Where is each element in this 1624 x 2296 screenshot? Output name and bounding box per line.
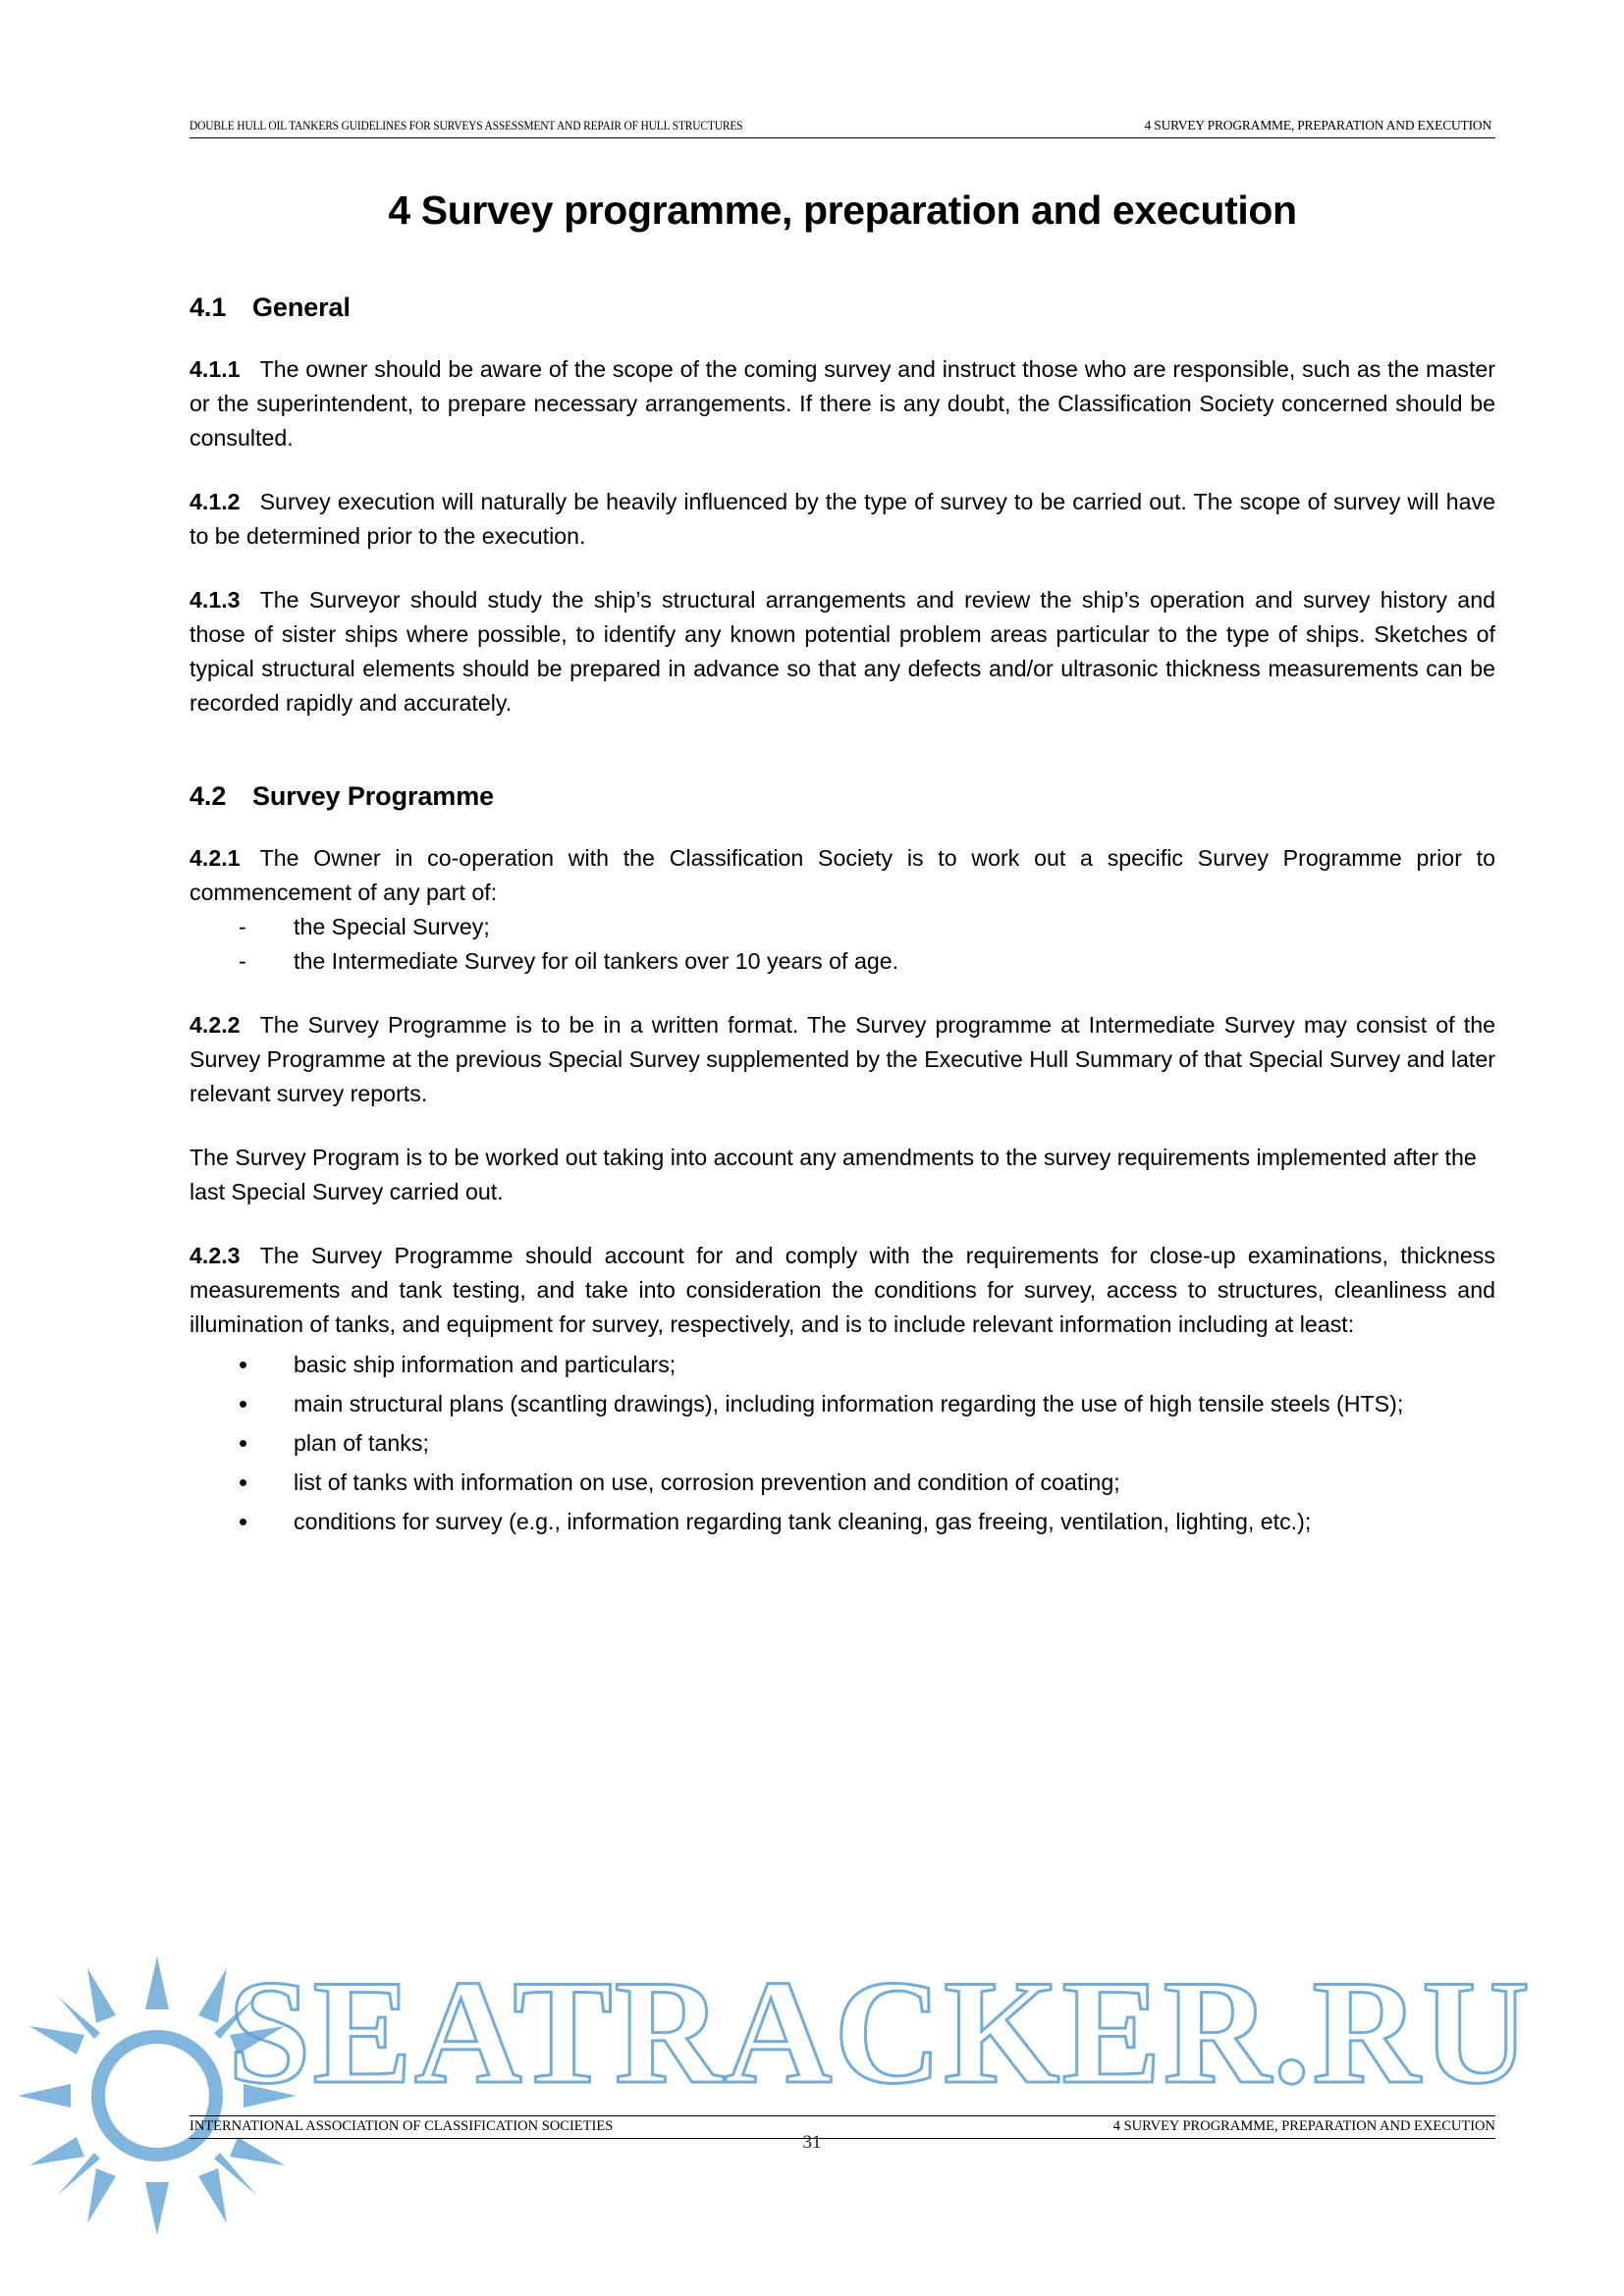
running-header-right: 4 SURVEY PROGRAMME, PREPARATION AND EXECUTION [1144, 118, 1491, 133]
paragraph-4-2-3 [189, 1239, 1495, 1342]
list-item-label: main structural plans (scantling drawings), including information regarding the use of high tensile steels (HTS); [294, 1391, 1404, 1416]
bullet-list [189, 1346, 1495, 1540]
paragraph-number-4-2-2: 4.2.2 [189, 1012, 241, 1038]
list-item-label: basic ship information and particulars; [294, 1352, 677, 1377]
section-label-4-2: Survey Programme [252, 781, 495, 811]
running-header [189, 118, 1495, 138]
bullet-marker-icon: • [239, 1428, 248, 1458]
section-number-4-1: 4.1 [189, 293, 227, 322]
list-item-label: list of tanks with information on use, corrosion prevention and condition of coating; [294, 1469, 1120, 1495]
bullet-marker-icon: • [239, 1389, 248, 1418]
list-item-label: the Special Survey; [294, 914, 490, 939]
section-number-4-2: 4.2 [189, 781, 227, 811]
page-number: 31 [802, 2132, 822, 2153]
paragraph-4-1-3 [189, 583, 1495, 721]
list-item [239, 944, 1495, 979]
paragraph-text-4-1-2: Survey execution will naturally be heavily influenced by the type of survey to be carried out. The scope of survey will have to be determined prior to the execution. [189, 489, 1495, 549]
dash-marker-icon: - [239, 914, 246, 939]
paragraph-number-4-2-1: 4.2.1 [189, 845, 241, 871]
bullet-marker-icon: • [239, 1468, 248, 1497]
list-item [239, 1424, 1495, 1462]
watermark-text: SEATRACKER.RU [228, 1949, 1533, 2114]
section-heading-4-2 [189, 781, 1495, 812]
section-label-4-1: General [252, 293, 351, 322]
list-item-label: the Intermediate Survey for oil tankers over 10 years of age. [294, 948, 899, 974]
paragraph-4-1-1 [189, 352, 1495, 455]
bullet-marker-icon: • [239, 1507, 248, 1536]
list-item-label: plan of tanks; [294, 1430, 429, 1456]
list-item [239, 910, 1495, 944]
list-item [239, 1385, 1495, 1422]
paragraph-4-1-2 [189, 485, 1495, 554]
paragraph-text-4-2-3: The Survey Programme should account for and comply with the requirements for close-up examinations, thickness measurements and tank testing, and take into consideration the conditions for survey, access to structures, cleanliness and illumination of tanks, and equipment for survey, respectively, and is to include relevant information including at least: [189, 1243, 1495, 1337]
bullet-marker-icon: • [239, 1350, 248, 1379]
running-header-left: DOUBLE HULL OIL TANKERS GUIDELINES FOR SURVEYS ASSESSMENT AND REPAIR OF HULL STRUCTURES [189, 119, 743, 133]
dash-list [189, 910, 1495, 979]
list-item [239, 1503, 1495, 1540]
list-item-label: conditions for survey (e.g., information regarding tank cleaning, gas freeing, ventilation, lighting, etc.); [294, 1509, 1312, 1534]
paragraph-text-4-2-2: The Survey Programme is to be in a written format. The Survey programme at Intermediate Survey may consist of the Survey Programme at the previous Special Survey supplemented by the Executive Hull Summary of that Special Survey and later relevant survey reports. [189, 1012, 1495, 1106]
sun-logo-icon [10, 1949, 304, 2243]
paragraph-4-2-2 [189, 1008, 1495, 1111]
section-heading-4-1 [189, 293, 1495, 323]
footer-right: 4 SURVEY PROGRAMME, PREPARATION AND EXECUTION [1112, 2118, 1495, 2134]
paragraph-number-4-1-3: 4.1.3 [189, 587, 241, 613]
watermark [0, 1919, 1624, 2296]
paragraph-number-4-1-1: 4.1.1 [189, 356, 241, 382]
page-content [189, 118, 1495, 1540]
paragraph-4-2-2b: The Survey Program is to be worked out taking into account any amendments to the survey requirements implemented after the last Special Survey carried out. [189, 1145, 1477, 1204]
paragraph-4-2-1 [189, 841, 1495, 910]
paragraph-number-4-2-3: 4.2.3 [189, 1243, 241, 1268]
list-item [239, 1346, 1495, 1383]
list-item [239, 1464, 1495, 1501]
paragraph-text-4-1-1: The owner should be aware of the scope of the coming survey and instruct those who are responsible, such as the master or the superintendent, to prepare necessary arrangements. If there is any doubt, the Classification Society concerned should be consulted. [189, 356, 1495, 451]
page-title: 4 Survey programme, preparation and execution [388, 187, 1297, 233]
paragraph-text-4-1-3: The Surveyor should study the ship’s structural arrangements and review the ship’s operation and survey history and those of sister ships where possible, to identify any known potential problem areas particular to the type of ships. Sketches of typical structural elements should be prepared in advance so that any defects and/or ultrasonic thickness measurements can be recorded rapidly and accurately. [189, 587, 1495, 716]
dash-marker-icon: - [239, 948, 246, 974]
paragraph-number-4-1-2: 4.1.2 [189, 489, 241, 514]
paragraph-text-4-2-1: The Owner in co-operation with the Classification Society is to work out a specific Survey Programme prior to commencement of any part of: [189, 845, 1495, 905]
footer-left: INTERNATIONAL ASSOCIATION OF CLASSIFICATION SOCIETIES [189, 2118, 614, 2134]
